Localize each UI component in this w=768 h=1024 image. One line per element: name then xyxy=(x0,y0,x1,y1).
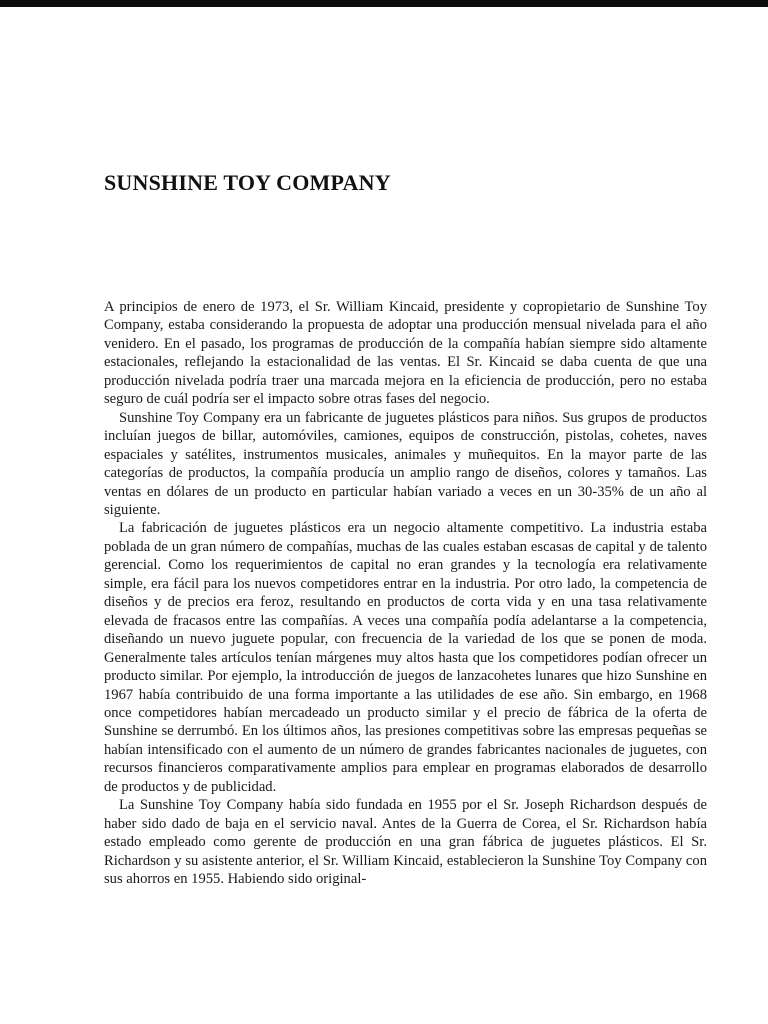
top-rule xyxy=(0,0,768,7)
paragraph-1: A principios de enero de 1973, el Sr. William Kincaid, presidente y copropietario de Sunshine Toy Company, estaba considerando la propuesta de adoptar una producción mensual nivelada para el año venidero. En el pasado, los programas de producción de la compañía habían siempre sido altamente estacionales, reflejando la estacionalidad de las ventas. El Sr. Kincaid se daba cuenta de que una producción nivelada podría traer una marcada mejora en la eficiencia de producción, pero no estaba seguro de cuál podría ser el impacto sobre otras fases del negocio. xyxy=(104,299,707,408)
paragraph-2: Sunshine Toy Company era un fabricante de juguetes plásticos para niños. Sus grupos de productos incluían juegos de billar, automóviles, camiones, equipos de construcción, pistolas, cohetes, naves espaciales y satélites, instrumentos musicales, animales y muñequitos. En la mayor parte de las categorías de productos, la compañía producía un amplio rango de diseños, colores y tamaños. Las ventas en dólares de un producto en particular habían variado a veces en un 30-35% de un año al siguiente. xyxy=(104,409,707,518)
paragraph-3: La fabricación de juguetes plásticos era un negocio altamente competitivo. La industria estaba poblada de un gran número de compañías, muchas de las cuales estaban escasas de capital y de talento gerencial. Como los requerimientos de capital no eran grandes y la tecnología era relativamente simple, era fácil para los nuevos competidores entrar en la industria. Por otro lado, la competencia de diseños y de precios era feroz, resultando en productos de corta vida y en una tasa relativamente elevada de fracasos entre las compañías. A veces una compañía podía adelantarse a la competencia, diseñando un nuevo juguete popular, con frecuencia de la variedad de los que se ponen de moda. Generalmente tales artículos tenían márgenes muy altos hasta que los competidores podían ofrecer un producto similar. Por ejemplo, la introducción de juegos de lanzacohetes lunares que hizo Sunshine en 1967 había contribuido de una forma importante a las utilidades de ese año. Sin embargo, en 1968 once competidores habían mercadeado un producto similar y el precio de fábrica de la oferta de Sunshine se derrumbó. En los últimos años, las presiones competitivas sobre las empresas pequeñas se habían intensificado con el aumento de un número de grandes fabricantes nacionales de juguetes, con recursos financieros comparativamente amplios para emplear en programas elaborados de desarrollo de productos y de publicidad. xyxy=(104,520,707,795)
page-title: SUNSHINE TOY COMPANY xyxy=(104,170,391,195)
paragraph-4: La Sunshine Toy Company había sido fundada en 1955 por el Sr. Joseph Richardson después de haber sido dado de baja en el servicio naval. Antes de la Guerra de Corea, el Sr. Richardson había estado empleado como gerente de producción en una gran fábrica de juguetes plásticos. El Sr. Richardson y su asistente anterior, el Sr. William Kincaid, establecieron la Sunshine Toy Company con sus ahorros en 1955. Habiendo sido original- xyxy=(104,797,707,888)
body-text xyxy=(104,298,707,889)
